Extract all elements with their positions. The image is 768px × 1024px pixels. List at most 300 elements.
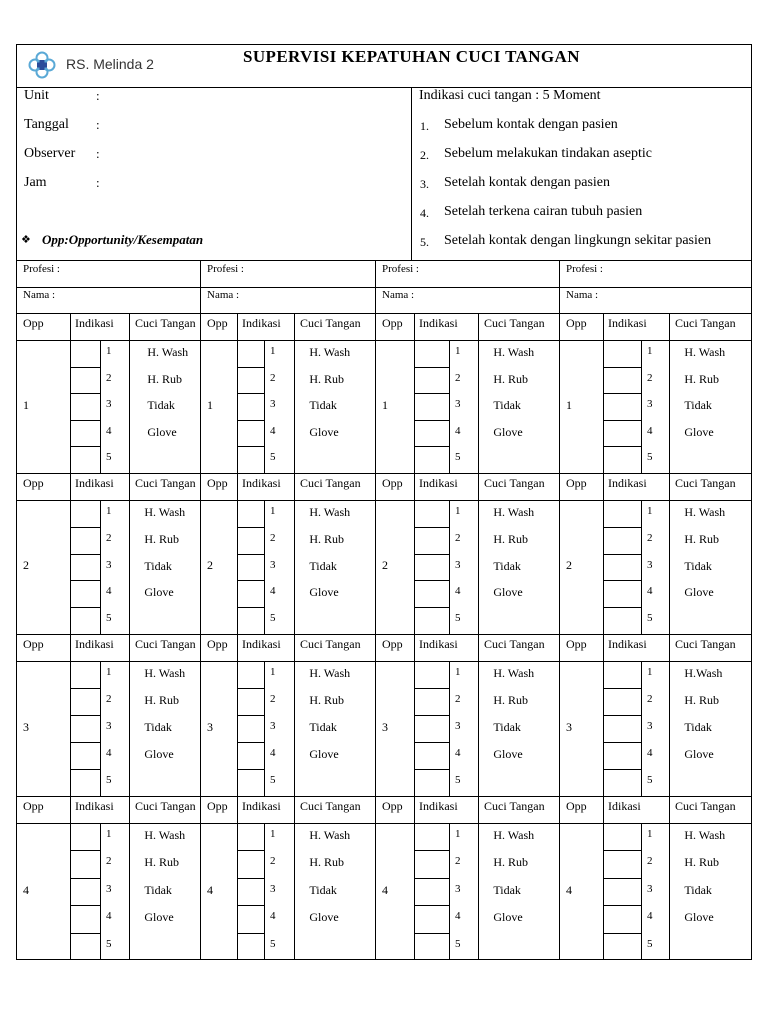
cuci-tangan-option[interactable]: H. Wash <box>135 666 176 680</box>
opp-number: 3 <box>23 719 29 734</box>
table-rule <box>641 661 642 796</box>
col-header-cuci-tangan: Cuci Tangan <box>675 316 736 330</box>
cuci-tangan-option[interactable]: Tidak <box>484 558 512 573</box>
cuci-tangan-option[interactable]: Glove <box>135 424 165 439</box>
cuci-tangan-option[interactable]: H. Wash <box>484 345 525 359</box>
cuci-tangan-option[interactable]: H. Rub <box>484 693 519 707</box>
table-rule <box>414 742 449 743</box>
cuci-tangan-option[interactable]: H. Rub <box>675 531 710 546</box>
moment-text: Setelah terkena cairan tubuh pasien <box>444 204 643 219</box>
cuci-tangan-option[interactable]: H. Rub <box>300 531 335 546</box>
table-rule <box>70 715 100 716</box>
col-header-indikasi: Indikasi <box>75 316 114 330</box>
cuci-tangan-option[interactable]: H. Rub <box>484 531 519 546</box>
opp-number: 1 <box>23 397 29 412</box>
table-rule <box>603 905 641 906</box>
cuci-tangan-option[interactable]: Glove <box>484 424 514 439</box>
indikasi-number: 2 <box>647 855 653 868</box>
indikasi-number: 4 <box>106 424 112 437</box>
col-header-indikasi: Indikasi <box>608 316 647 330</box>
profesi-label: Profesi : <box>23 263 60 275</box>
indikasi-number: 5 <box>647 937 653 950</box>
col-header-indikasi: Idikasi <box>608 799 641 813</box>
cuci-tangan-option[interactable]: H. Rub <box>484 371 519 386</box>
indikasi-number: 5 <box>455 451 461 464</box>
moment-number: 4. <box>420 206 429 220</box>
cuci-tangan-option[interactable]: Tidak <box>135 882 163 897</box>
indikasi-number: 1 <box>647 828 653 840</box>
cuci-tangan-option[interactable]: Glove <box>300 424 330 439</box>
table-rule <box>294 313 295 473</box>
table-rule <box>237 393 264 394</box>
table-rule <box>129 796 130 960</box>
info-label-observer: Observer <box>24 146 76 161</box>
table-rule <box>70 850 100 851</box>
cuci-tangan-option[interactable]: H. Rub <box>300 855 335 870</box>
table-rule <box>603 446 641 447</box>
table-rule <box>478 473 479 634</box>
table-rule <box>294 634 295 796</box>
table-rule <box>237 715 264 716</box>
col-header-cuci-tangan: Cuci Tangan <box>135 476 196 490</box>
col-header-opp: Opp <box>566 316 587 330</box>
table-rule <box>641 500 642 634</box>
table-rule <box>603 393 641 394</box>
col-header-opp: Opp <box>566 637 587 651</box>
indikasi-number: 2 <box>455 531 461 544</box>
cuci-tangan-option[interactable]: H. Wash <box>135 345 176 359</box>
col-header-cuci-tangan: Cuci Tangan <box>300 637 361 651</box>
table-rule <box>603 527 641 528</box>
table-rule <box>100 340 101 473</box>
indikasi-number: 3 <box>455 882 461 895</box>
col-header-opp: Opp <box>566 476 587 490</box>
cuci-tangan-option[interactable]: Tidak <box>135 398 163 413</box>
cuci-tangan-option[interactable]: Glove <box>484 747 514 761</box>
cuci-tangan-option[interactable]: Tidak <box>484 882 512 897</box>
table-rule <box>414 933 449 934</box>
col-header-indikasi: Indikasi <box>75 476 114 490</box>
table-rule <box>414 446 449 447</box>
table-rule <box>237 905 264 906</box>
table-rule <box>237 367 264 368</box>
indikasi-number: 3 <box>270 558 276 571</box>
table-rule <box>16 796 752 797</box>
table-rule <box>16 87 752 88</box>
table-rule <box>669 634 670 796</box>
cuci-tangan-option[interactable]: H. Wash <box>484 828 525 842</box>
col-header-opp: Opp <box>23 476 44 490</box>
cuci-tangan-option[interactable]: Tidak <box>484 720 512 734</box>
moment-text: Sebelum kontak dengan pasien <box>444 117 618 132</box>
cuci-tangan-option[interactable]: Glove <box>484 585 514 600</box>
table-rule <box>294 473 295 634</box>
indikasi-number: 4 <box>270 910 276 923</box>
opp-number: 3 <box>566 719 572 734</box>
table-rule <box>603 688 641 689</box>
cuci-tangan-option[interactable]: Tidak <box>675 558 703 573</box>
indikasi-number: 1 <box>647 505 653 517</box>
col-header-indikasi: Indikasi <box>242 316 281 330</box>
table-rule <box>414 688 449 689</box>
profesi-label: Profesi : <box>207 263 244 275</box>
moment-text: Setelah kontak dengan lingkungn sekitar pasien <box>444 233 712 248</box>
table-rule <box>603 742 641 743</box>
nama-label: Nama : <box>23 289 56 301</box>
table-rule <box>603 878 641 879</box>
indikasi-number: 2 <box>270 371 276 384</box>
cuci-tangan-option[interactable]: H. Wash <box>300 505 341 519</box>
col-header-indikasi: Indikasi <box>242 637 281 651</box>
table-rule <box>237 850 264 851</box>
table-rule <box>414 905 449 906</box>
cuci-tangan-option[interactable]: H. Wash <box>675 828 716 842</box>
cuci-tangan-option[interactable]: Tidak <box>675 398 703 413</box>
cuci-tangan-option[interactable]: H.Wash <box>675 666 714 680</box>
col-header-opp: Opp <box>23 637 44 651</box>
col-header-indikasi: Indikasi <box>75 799 114 813</box>
moment-number: 5. <box>420 235 429 249</box>
col-header-indikasi: Indikasi <box>242 476 281 490</box>
table-rule <box>237 933 264 934</box>
opp-number: 1 <box>382 397 388 412</box>
indikasi-number: 4 <box>106 585 112 598</box>
cuci-tangan-option[interactable]: Glove <box>300 747 330 761</box>
indikasi-number: 1 <box>270 345 276 357</box>
info-label-unit: Unit <box>24 88 49 103</box>
col-header-cuci-tangan: Cuci Tangan <box>135 637 196 651</box>
table-rule <box>70 607 100 608</box>
indikasi-number: 1 <box>455 505 461 517</box>
table-rule <box>414 367 449 368</box>
cuci-tangan-option[interactable]: Tidak <box>135 558 163 573</box>
table-rule <box>414 607 449 608</box>
indikasi-number: 2 <box>106 855 112 868</box>
table-rule <box>16 287 752 288</box>
col-header-opp: Opp <box>382 316 403 330</box>
table-rule <box>237 527 264 528</box>
cuci-tangan-option[interactable]: Glove <box>675 747 705 761</box>
indikasi-number: 5 <box>455 937 461 950</box>
table-rule <box>100 823 101 960</box>
cuci-tangan-option[interactable]: Glove <box>300 585 330 600</box>
col-header-cuci-tangan: Cuci Tangan <box>675 476 736 490</box>
table-rule <box>16 313 752 314</box>
table-rule <box>414 715 449 716</box>
cuci-tangan-option[interactable]: H. Wash <box>300 828 341 842</box>
table-rule <box>16 473 752 474</box>
table-rule <box>641 340 642 473</box>
table-rule <box>70 527 100 528</box>
col-header-cuci-tangan: Cuci Tangan <box>300 799 361 813</box>
table-rule <box>669 313 670 473</box>
table-rule <box>200 260 201 960</box>
cuci-tangan-option[interactable]: H. Rub <box>135 855 170 870</box>
indikasi-number: 5 <box>106 774 112 786</box>
table-rule <box>264 500 265 634</box>
col-header-opp: Opp <box>382 637 403 651</box>
cuci-tangan-option[interactable]: Glove <box>675 585 705 600</box>
indikasi-number: 4 <box>455 585 461 598</box>
indikasi-number: 4 <box>106 747 112 759</box>
table-rule <box>603 607 641 608</box>
col-header-opp: Opp <box>207 799 228 813</box>
table-rule <box>603 367 641 368</box>
col-header-cuci-tangan: Cuci Tangan <box>484 316 545 330</box>
table-rule <box>237 446 264 447</box>
cuci-tangan-option[interactable]: Glove <box>135 747 165 761</box>
indikasi-number: 5 <box>106 937 112 950</box>
col-header-cuci-tangan: Cuci Tangan <box>675 637 736 651</box>
indikasi-number: 2 <box>647 531 653 544</box>
nama-label: Nama : <box>382 289 415 301</box>
cuci-tangan-option[interactable]: Tidak <box>675 882 703 897</box>
cuci-tangan-option[interactable]: H. Rub <box>300 693 335 707</box>
indikasi-number: 2 <box>455 855 461 868</box>
cuci-tangan-option[interactable]: Glove <box>675 910 705 925</box>
cuci-tangan-option[interactable]: Tidak <box>675 720 703 734</box>
cuci-tangan-option[interactable]: H. Rub <box>135 531 170 546</box>
indikasi-number: 3 <box>270 398 276 411</box>
bullet-icon: ❖ <box>21 234 31 246</box>
opp-number: 2 <box>23 558 29 572</box>
table-rule <box>70 420 100 421</box>
col-header-cuci-tangan: Cuci Tangan <box>135 799 196 813</box>
indikasi-number: 2 <box>106 531 112 544</box>
opp-number: 1 <box>207 397 213 412</box>
table-rule <box>414 580 449 581</box>
table-rule <box>449 661 450 796</box>
cuci-tangan-option[interactable]: Glove <box>675 424 705 439</box>
indikasi-number: 2 <box>270 693 276 705</box>
col-header-indikasi: Indikasi <box>608 637 647 651</box>
cuci-tangan-option[interactable]: H. Wash <box>300 666 341 680</box>
col-header-cuci-tangan: Cuci Tangan <box>300 316 361 330</box>
cuci-tangan-option[interactable]: H. Wash <box>135 828 176 842</box>
indikasi-number: 1 <box>106 505 112 517</box>
table-rule <box>449 823 450 960</box>
indikasi-number: 5 <box>455 612 461 625</box>
table-rule <box>70 393 100 394</box>
table-rule <box>603 850 641 851</box>
table-rule <box>414 420 449 421</box>
table-rule <box>414 393 449 394</box>
cuci-tangan-option[interactable]: H. Rub <box>135 371 170 386</box>
table-rule <box>70 769 100 770</box>
table-rule <box>237 554 264 555</box>
info-label-jam: Jam <box>24 175 47 190</box>
opp-number: 4 <box>207 882 213 897</box>
col-header-opp: Opp <box>207 316 228 330</box>
col-header-cuci-tangan: Cuci Tangan <box>675 799 736 813</box>
cuci-tangan-option[interactable]: H. Wash <box>484 505 525 519</box>
table-rule <box>70 367 100 368</box>
cuci-tangan-option[interactable]: H. Rub <box>135 693 170 707</box>
indikasi-number: 2 <box>647 693 653 705</box>
indikasi-number: 3 <box>106 720 112 732</box>
indikasi-number: 5 <box>106 451 112 464</box>
table-rule <box>294 796 295 960</box>
cuci-tangan-option[interactable]: H. Rub <box>300 371 335 386</box>
opp-number: 3 <box>207 719 213 734</box>
indikasi-number: 1 <box>455 666 461 678</box>
table-rule <box>449 500 450 634</box>
table-rule <box>16 634 752 635</box>
opp-note: Opp:Opportunity/Kesempatan <box>42 232 204 247</box>
cuci-tangan-option[interactable]: H. Wash <box>675 345 716 359</box>
col-header-opp: Opp <box>566 799 587 813</box>
table-rule <box>414 554 449 555</box>
indikasi-number: 3 <box>647 882 653 895</box>
table-rule <box>70 580 100 581</box>
info-label-tanggal: Tanggal <box>24 117 69 132</box>
indikasi-number: 3 <box>455 720 461 732</box>
opp-number: 2 <box>566 558 572 572</box>
col-header-indikasi: Indikasi <box>242 799 281 813</box>
indikasi-number: 4 <box>455 424 461 437</box>
col-header-indikasi: Indikasi <box>75 637 114 651</box>
logo-text: RS. Melinda 2 <box>66 56 154 72</box>
cuci-tangan-option[interactable]: Glove <box>484 910 514 925</box>
cuci-tangan-option[interactable]: H. Rub <box>675 371 710 386</box>
cuci-tangan-option[interactable]: H. Wash <box>300 345 341 359</box>
cuci-tangan-option[interactable]: Tidak <box>300 398 328 413</box>
table-rule <box>237 420 264 421</box>
col-header-opp: Opp <box>382 799 403 813</box>
indikasi-number: 1 <box>106 345 112 357</box>
table-rule <box>478 634 479 796</box>
table-rule <box>100 500 101 634</box>
table-rule <box>264 661 265 796</box>
col-header-opp: Opp <box>23 799 44 813</box>
cuci-tangan-option[interactable]: Tidak <box>300 558 328 573</box>
nama-label: Nama : <box>566 289 599 301</box>
table-rule <box>449 340 450 473</box>
moments-heading: Indikasi cuci tangan : 5 Moment <box>419 88 601 103</box>
indikasi-number: 4 <box>270 585 276 598</box>
indikasi-number: 4 <box>647 910 653 923</box>
indikasi-number: 2 <box>106 371 112 384</box>
cuci-tangan-option[interactable]: H. Wash <box>484 666 525 680</box>
table-rule <box>70 905 100 906</box>
indikasi-number: 1 <box>647 666 653 678</box>
indikasi-number: 2 <box>270 855 276 868</box>
indikasi-number: 3 <box>455 558 461 571</box>
opp-number: 4 <box>23 882 29 897</box>
table-rule <box>478 313 479 473</box>
cuci-tangan-option[interactable]: H. Wash <box>135 505 176 519</box>
table-rule <box>237 688 264 689</box>
indikasi-number: 5 <box>106 612 112 625</box>
indikasi-number: 5 <box>270 774 276 786</box>
indikasi-number: 4 <box>455 747 461 759</box>
indikasi-number: 5 <box>647 612 653 625</box>
indikasi-number: 2 <box>106 693 112 705</box>
indikasi-number: 1 <box>455 828 461 840</box>
table-rule <box>237 769 264 770</box>
table-rule <box>16 260 752 261</box>
table-rule <box>478 796 479 960</box>
moment-number: 3. <box>420 177 429 191</box>
indikasi-number: 1 <box>106 666 112 678</box>
cuci-tangan-option[interactable]: Tidak <box>484 398 512 413</box>
table-rule <box>70 878 100 879</box>
table-rule <box>414 769 449 770</box>
col-header-cuci-tangan: Cuci Tangan <box>300 476 361 490</box>
cuci-tangan-option[interactable]: H. Rub <box>675 855 710 870</box>
table-rule <box>414 878 449 879</box>
col-header-cuci-tangan: Cuci Tangan <box>484 476 545 490</box>
col-header-indikasi: Indikasi <box>419 637 458 651</box>
table-rule <box>603 769 641 770</box>
col-header-indikasi: Indikasi <box>419 799 458 813</box>
cuci-tangan-option[interactable]: Tidak <box>300 720 328 734</box>
logo-icon <box>26 51 58 84</box>
indikasi-number: 2 <box>455 693 461 705</box>
indikasi-number: 4 <box>647 424 653 437</box>
indikasi-number: 1 <box>647 345 653 357</box>
cuci-tangan-option[interactable]: Glove <box>300 910 330 925</box>
cuci-tangan-option[interactable]: Tidak <box>135 720 163 734</box>
table-rule <box>264 823 265 960</box>
table-rule <box>70 688 100 689</box>
info-colon: : <box>96 175 100 190</box>
opp-number: 2 <box>207 558 213 572</box>
indikasi-number: 2 <box>270 531 276 544</box>
indikasi-number: 5 <box>455 774 461 786</box>
table-rule <box>70 446 100 447</box>
table-rule <box>603 554 641 555</box>
col-header-opp: Opp <box>207 637 228 651</box>
indikasi-number: 3 <box>106 558 112 571</box>
cuci-tangan-option[interactable]: Glove <box>135 585 165 600</box>
table-rule <box>100 661 101 796</box>
hospital-logo <box>24 49 174 79</box>
indikasi-number: 5 <box>647 774 653 786</box>
col-header-cuci-tangan: Cuci Tangan <box>484 637 545 651</box>
col-header-cuci-tangan: Cuci Tangan <box>484 799 545 813</box>
table-rule <box>411 87 412 260</box>
indikasi-number: 1 <box>106 828 112 840</box>
indikasi-number: 1 <box>455 345 461 357</box>
profesi-label: Profesi : <box>566 263 603 275</box>
indikasi-number: 2 <box>647 371 653 384</box>
info-colon: : <box>96 146 100 161</box>
table-rule <box>129 473 130 634</box>
cuci-tangan-option[interactable]: Tidak <box>300 882 328 897</box>
indikasi-number: 3 <box>270 720 276 732</box>
table-rule <box>70 933 100 934</box>
cuci-tangan-option[interactable]: H. Rub <box>675 693 710 707</box>
indikasi-number: 5 <box>647 451 653 464</box>
table-rule <box>669 796 670 960</box>
indikasi-number: 4 <box>106 910 112 923</box>
table-rule <box>129 634 130 796</box>
indikasi-number: 3 <box>647 398 653 411</box>
col-header-opp: Opp <box>382 476 403 490</box>
cuci-tangan-option[interactable]: Glove <box>135 910 165 925</box>
indikasi-number: 4 <box>270 424 276 437</box>
cuci-tangan-option[interactable]: H. Rub <box>484 855 519 870</box>
table-rule <box>559 260 560 960</box>
table-rule <box>129 313 130 473</box>
indikasi-number: 5 <box>270 612 276 625</box>
indikasi-number: 3 <box>647 720 653 732</box>
indikasi-number: 3 <box>455 398 461 411</box>
cuci-tangan-option[interactable]: H. Wash <box>675 505 716 519</box>
table-rule <box>237 607 264 608</box>
table-rule <box>669 473 670 634</box>
